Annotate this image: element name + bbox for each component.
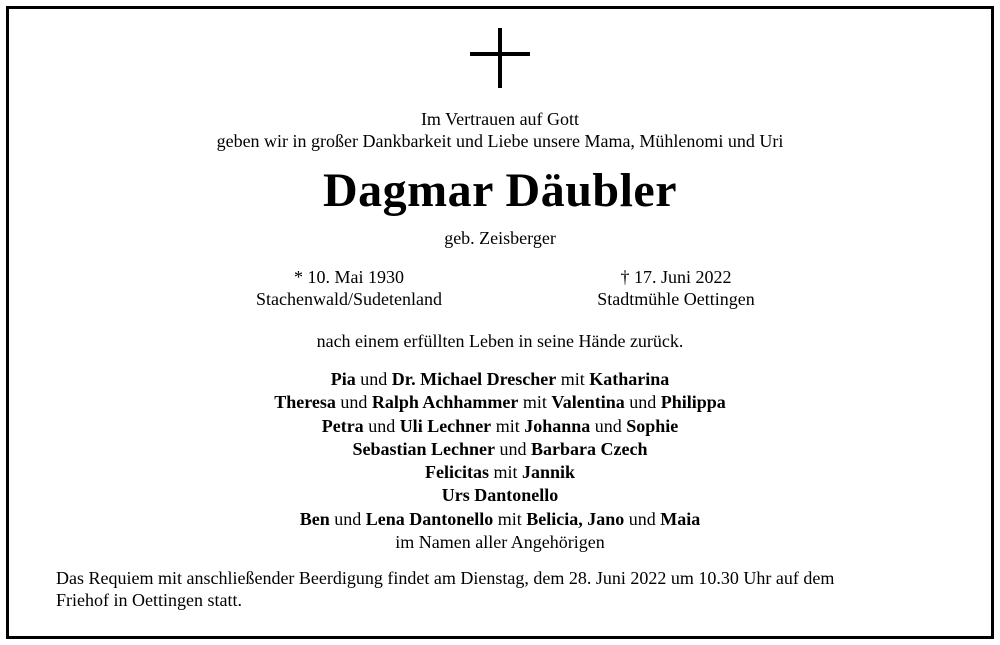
connector-text: mit <box>488 462 522 483</box>
intro-line-2: geben wir in großer Dankbarkeit und Liebe unsere Mama, Mühlenomi und Uri <box>216 131 784 151</box>
connector-text: und <box>335 392 372 413</box>
mourner-name: Ben <box>299 508 330 529</box>
connector-text: und <box>590 415 627 436</box>
mourners-list <box>0 368 1000 554</box>
mourner-name: Johanna <box>524 415 591 436</box>
return-line: nach einem erfüllten Leben in seine Hände zurück. <box>316 331 684 351</box>
connector-text: im Namen aller Angehörigen <box>395 532 605 553</box>
connector-text: mit <box>556 369 590 389</box>
intro-line-1: Im Vertrauen auf Gott <box>420 109 580 129</box>
mourner-name: Petra <box>321 415 364 436</box>
deceased-name: Dagmar Däubler <box>322 164 678 217</box>
mourner-name: Theresa <box>274 392 336 413</box>
mourner-line <box>0 415 1000 438</box>
connector-text: mit <box>518 392 552 413</box>
death-date: † 17. Juni 2022 <box>620 267 732 287</box>
mourner-line <box>0 484 1000 507</box>
connector-text: und <box>624 392 661 413</box>
connector-text: und <box>363 415 400 436</box>
notice-line-2: Friehof in Oettingen statt. <box>56 590 242 610</box>
birth-date: * 10. Mai 1930 <box>294 267 404 287</box>
notice-line-1: Das Requiem mit anschließender Beerdigung findet am Dienstag, dem 28. Juni 2022 um 10.30 Uhr auf dem <box>56 568 835 588</box>
maiden-name: geb. Zeisberger <box>444 228 556 248</box>
connector-text: mit <box>491 415 525 436</box>
mourner-name: Maia <box>660 508 701 529</box>
mourner-name: Katharina <box>589 369 670 389</box>
mourner-name: Urs Dantonello <box>441 485 559 506</box>
connector-text: und <box>624 508 661 529</box>
funeral-notice <box>56 567 956 611</box>
mourner-line <box>0 531 1000 554</box>
mourner-name: Ralph Achhammer <box>371 392 519 413</box>
mourner-name: Barbara Czech <box>531 438 648 459</box>
death-place: Stadtmühle Oettingen <box>597 289 755 309</box>
mourner-line <box>0 438 1000 461</box>
mourner-name: Pia <box>330 369 356 389</box>
latin-cross-icon <box>470 28 530 88</box>
connector-text: und <box>355 369 392 389</box>
mourner-name: Sebastian Lechner <box>352 438 496 459</box>
mourner-line <box>0 391 1000 414</box>
mourner-name: Philippa <box>660 392 726 413</box>
mourner-name: Valentina <box>551 392 625 413</box>
mourner-name: Lena Dantonello <box>365 508 494 529</box>
mourner-name: Uli Lechner <box>399 415 492 436</box>
mourner-line <box>0 461 1000 484</box>
connector-text: mit <box>493 508 527 529</box>
mourner-name: Jannik <box>521 462 576 483</box>
mourner-name: Felicitas <box>424 462 489 483</box>
mourner-line <box>0 368 1000 391</box>
mourner-name: Dr. Michael Drescher <box>391 369 557 389</box>
mourner-name: Belicia, Jano <box>526 508 625 529</box>
connector-text: und <box>329 508 366 529</box>
birth-place: Stachenwald/Sudetenland <box>256 289 442 309</box>
connector-text: und <box>495 438 532 459</box>
mourner-line <box>0 508 1000 531</box>
mourner-name: Sophie <box>626 415 679 436</box>
